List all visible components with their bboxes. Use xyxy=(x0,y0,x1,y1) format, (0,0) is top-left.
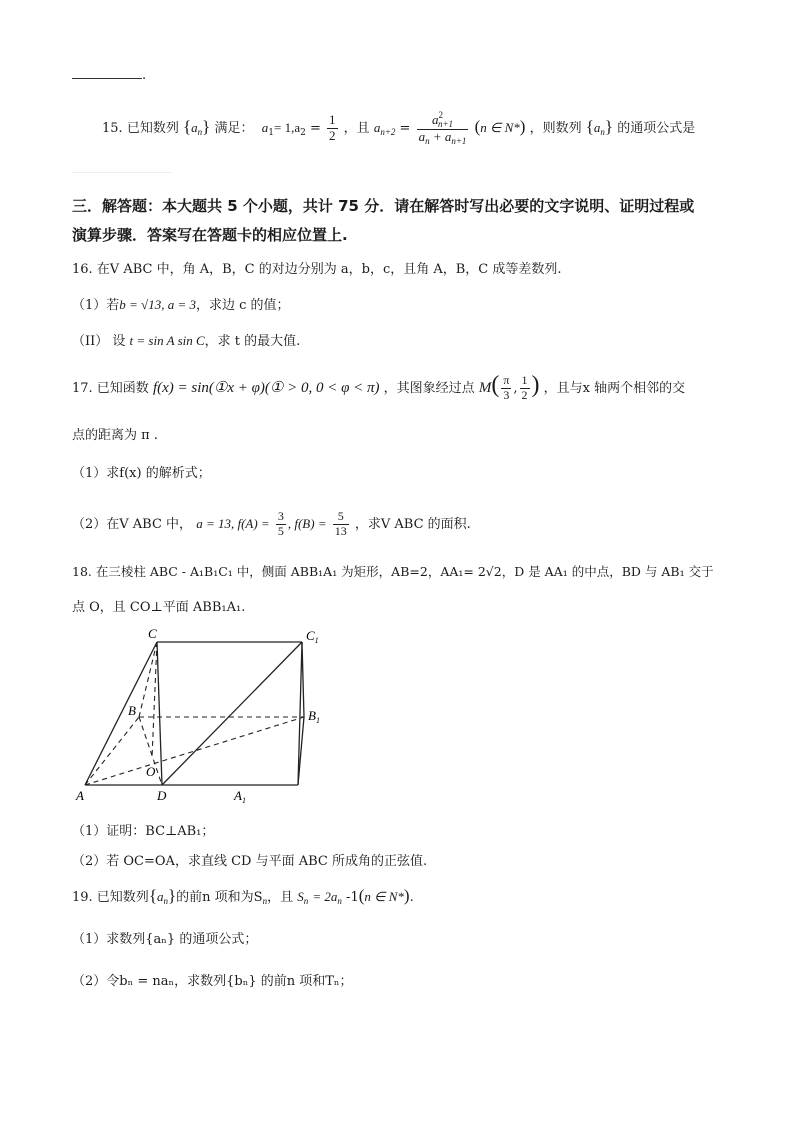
answer-blank-line: . xyxy=(72,66,146,83)
fraction-one-half: $\frac{1}{2}$ xyxy=(329,111,336,143)
question-18-part-2: （2）若 OC=OA，求直线 CD 与平面 ABC 所成角的正弦值. xyxy=(72,854,428,869)
question-18-stem-line2: 点 O，且 CO⊥平面 ABB₁A₁. xyxy=(72,600,246,615)
q15-text-pre: 已知数列 xyxy=(126,120,179,136)
question-18-part-1: （1）证明：BC⊥AB₁； xyxy=(72,824,215,839)
question-17-part-2: （2）在V ABC 中， a = 13, f(A) = $\frac{3}{5}$ , f(B) = $\frac{5}{13}$ ，求V ABC 的面积. xyxy=(72,509,471,538)
question-16-part-1: （1）若b = √13, a = 3，求边 c 的值； xyxy=(72,297,290,313)
question-15: 15. 已知数列 $\{a_n\}$ 满足： $a_1= 1,a_2$ = $\frac{1}{2}$ ，且 $a_{n+2}$ = $\frac{a^2_{n+1}}{a_n + a_{n+1}}$ (n ∈ N*) ，则数列 $\{a_n\}$ 的通项公式是 xyxy=(102,110,696,147)
prism-solid-edges xyxy=(85,642,304,785)
fraction-recurrence: $\frac{a^2_{n+1}}{a_n + a_{n+1}}$ xyxy=(418,110,467,147)
prism-figure xyxy=(72,620,332,810)
question-17-stem: 17. 已知函数 f(x) = sin(①x + φ)(① > 0, 0 < φ < π) ，其图象经过点 M( $\frac{\pi}{3}$ , $\frac{1}{2}$ ) ，且与x 轴两个相邻的交 xyxy=(72,372,686,402)
label-D: D xyxy=(157,788,167,803)
question-16-stem: 16. 在V ABC 中，角 A，B，C 的对边分别为 a，b，c，且角 A，B，C 成等差数列. xyxy=(72,262,562,277)
section-3-heading-line1: 三．解答题：本大题共 5 个小题，共计 75 分．请在解答时写出必要的文字说明、证明过程或 xyxy=(72,197,695,215)
prism-hidden-edges xyxy=(85,642,304,785)
label-C: C xyxy=(148,626,157,641)
question-19-stem: 19. 已知数列$\{a_n\}$的前n 项和为$S_n$，且 $S_n = 2a_n$ -1(n ∈ N*). xyxy=(72,886,414,906)
label-A: A xyxy=(76,788,84,803)
label-B: B xyxy=(128,703,136,718)
question-18-stem-line1: 18. 在三棱柱 ABC - A₁B₁C₁ 中，侧面 ABB₁A₁ 为矩形，AB=2，AA₁= 2√2，D 是 AA₁ 的中点，BD 与 AB₁ 交于 xyxy=(72,564,714,579)
question-17-part-1: （1）求f(x) 的解析式； xyxy=(72,466,211,481)
q15-number: 15. xyxy=(102,120,123,136)
label-C1: $C_1$ xyxy=(306,628,319,645)
faint-divider xyxy=(72,172,172,173)
question-19-part-1: （1）求数列{aₙ} 的通项公式； xyxy=(72,932,258,947)
label-O: O xyxy=(146,764,156,779)
question-16-part-2: （II） 设 t = sin A sin C，求 t 的最大值. xyxy=(72,333,301,349)
label-A1: $A_1$ xyxy=(234,788,246,805)
section-3-heading-line2: 演算步骤．答案写在答题卡的相应位置上. xyxy=(72,226,348,244)
question-19-part-2: （2）令bₙ = naₙ，求数列{bₙ} 的前n 项和Tₙ； xyxy=(72,974,353,989)
label-B1: $B_1$ xyxy=(308,708,320,725)
question-17-stem-line2: 点的距离为 π . xyxy=(72,428,158,443)
